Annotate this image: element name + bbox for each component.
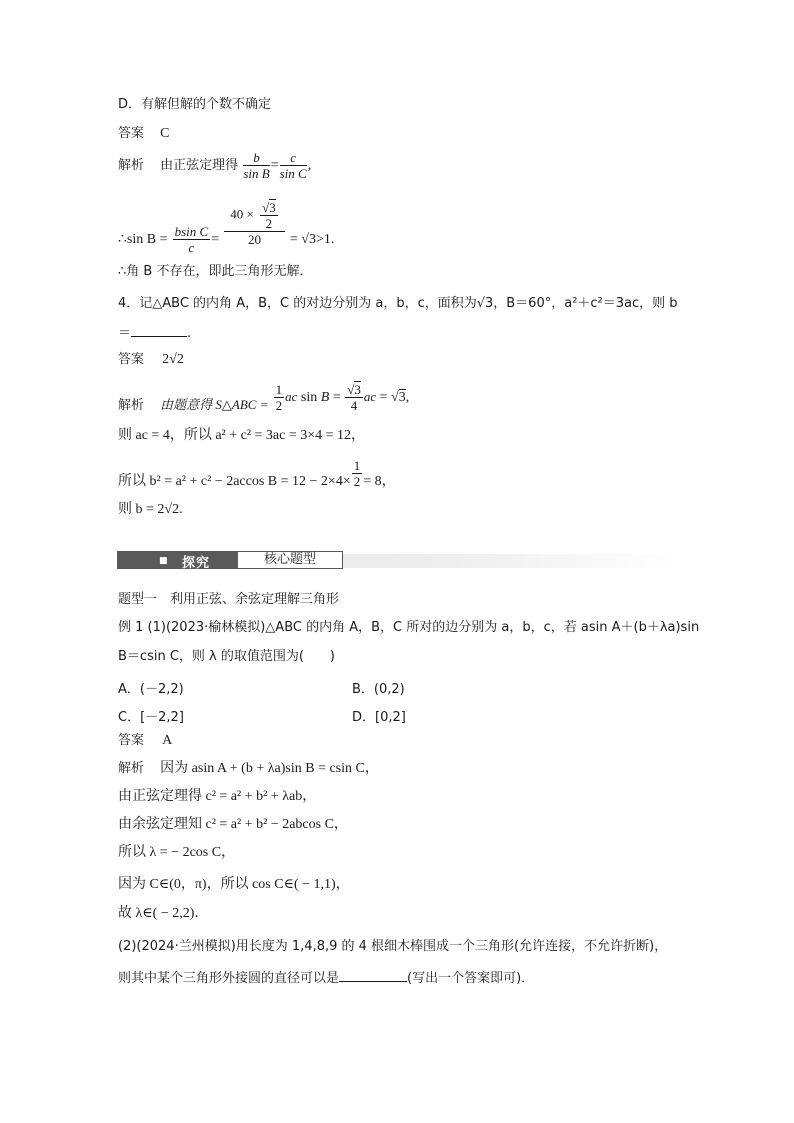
fraction-bsinc-over-c: $\frac{\text{bsin C}}{c}$ bbox=[174, 224, 209, 255]
therefore-sinb-line: ∴sin B = $\frac{\text{bsin C}}{c}$ = 40 × $\frac{√3}{2}$ 20 = √3>1. bbox=[118, 200, 335, 255]
answer-ex1-label: 答案 bbox=[118, 733, 145, 748]
therefore-result: = √3>1. bbox=[289, 232, 335, 247]
section-banner bbox=[117, 551, 676, 571]
solution-ex1-line1: 解析 因为 asin A + (b + λa)sin B = csin C， bbox=[118, 761, 379, 776]
solution-ex1-line3: 由余弦定理知 c² = a² + b² − 2abcos C， bbox=[118, 817, 348, 832]
answer-4-label: 答案 bbox=[118, 352, 145, 367]
solution-4-line2: 则 ac = 4，所以 a² + c² = 3ac = 3×4 = 12， bbox=[118, 428, 366, 443]
example-1-part2-line2: 则其中某个三角形外接圆的直径可以是 (写出一个答案即可)． bbox=[118, 971, 535, 986]
solution-ex1-label: 解析 bbox=[118, 761, 145, 776]
solution-label: 解析 bbox=[118, 158, 145, 173]
solution-ex1-line6: 故 λ∈( − 2,2)． bbox=[118, 906, 209, 921]
solution-text: 由正弦定理得 bbox=[160, 158, 239, 173]
fraction-sqrt3-over-2: $\frac{√3}{2}$ bbox=[262, 200, 276, 231]
solution-ex1-line5: 因为 C∈(0，π)，所以 cos C∈( − 1,1)， bbox=[118, 877, 350, 892]
answer-blank[interactable] bbox=[131, 324, 187, 337]
square-bullet-icon: ■ bbox=[159, 556, 168, 566]
solution-4-area: 解析 由题意得 S△ABC = $\frac{1}{2}$ ac sin B = $\frac{√3}{4}$ ac = √3, bbox=[118, 382, 410, 413]
fraction-c-over-sinc: $\frac{c}{\text{sin C}}$ bbox=[279, 150, 307, 181]
answer-ex1-value: A bbox=[162, 733, 173, 748]
question-type-title: 题型一 利用正弦、余弦定理解三角形 bbox=[118, 592, 340, 607]
solution-4-text: 由题意得 S△ABC = bbox=[160, 397, 269, 412]
answer-blank-2[interactable] bbox=[339, 969, 407, 982]
fraction-half: $\frac{1}{2}$ bbox=[275, 382, 283, 413]
solution-ex1-line2: 由正弦定理得 c² = a² + b² + λab， bbox=[118, 789, 317, 804]
fraction-sqrt3-over-4: $\frac{√3}{4}$ bbox=[347, 382, 361, 413]
fraction-one-half: $\frac{1}{2}$ bbox=[353, 458, 361, 489]
fraction-b-over-sinb: $\frac{b}{\text{sin B}}$ bbox=[243, 150, 270, 181]
question-4-line2: ＝ . bbox=[118, 326, 192, 341]
option-c[interactable]: C．[－2,2] bbox=[118, 710, 184, 725]
answer-ex1-line bbox=[118, 733, 172, 749]
example-1-part2-line1: (2)(2024·兰州模拟)用长度为 1,4,8,9 的 4 根细木棒围成一个三角形(允许连接，不允许折断)， bbox=[118, 939, 668, 954]
conclusion-no-solution: ∴角 B 不存在，即此三角形无解． bbox=[118, 264, 313, 279]
answer-4-line bbox=[118, 352, 184, 368]
answer-4-value: 2√2 bbox=[162, 352, 184, 367]
option-d-line: D．有解但解的个数不确定 bbox=[118, 97, 272, 112]
example-1-line1: 例 1 (1)(2023·榆林模拟)△ABC 的内角 A，B，C 所对的边分别为 a，b，c，若 asin A＋(b＋λa)sin bbox=[118, 620, 700, 635]
answer-value: C bbox=[160, 126, 170, 141]
example-1-line2: B＝csin C，则 λ 的取值范围为( ) bbox=[118, 649, 336, 664]
answer-line bbox=[118, 126, 170, 142]
fraction-40-sqrt3-over-2-over-20: 40 × $\frac{√3}{2}$ 20 bbox=[224, 200, 284, 247]
banner-subtitle: 核心题型 bbox=[237, 551, 343, 569]
answer-label: 答案 bbox=[118, 126, 145, 141]
solution-ex1-line4: 所以 λ = − 2cos C， bbox=[118, 845, 236, 860]
solution-law-of-sines: 解析 由正弦定理得 $\frac{b}{\text{sin B}}$ = $\frac{c}{\text{sin C}}$ , bbox=[118, 150, 312, 181]
therefore-sinb: ∴sin B = bbox=[118, 232, 168, 247]
solution-4-line3: 所以 b² = a² + c² − 2accos B = 12 − 2×4× $\frac{1}{2}$ = 8， bbox=[118, 458, 396, 489]
question-4-line1: 4．记△ABC 的内角 A，B，C 的对边分别为 a，b，c，面积为√3，B＝60°，a²＋c²＝3ac，则 b bbox=[118, 296, 678, 311]
option-a[interactable]: A．(－2,2) bbox=[118, 682, 184, 697]
solution-4-label: 解析 bbox=[118, 398, 145, 413]
banner-title: 探究 bbox=[182, 556, 211, 571]
option-b[interactable]: B．(0,2) bbox=[352, 682, 405, 697]
option-d[interactable]: D．[0,2] bbox=[352, 710, 406, 725]
solution-4-line4: 则 b = 2√2. bbox=[118, 502, 183, 517]
banner-dark-tab bbox=[117, 551, 237, 569]
